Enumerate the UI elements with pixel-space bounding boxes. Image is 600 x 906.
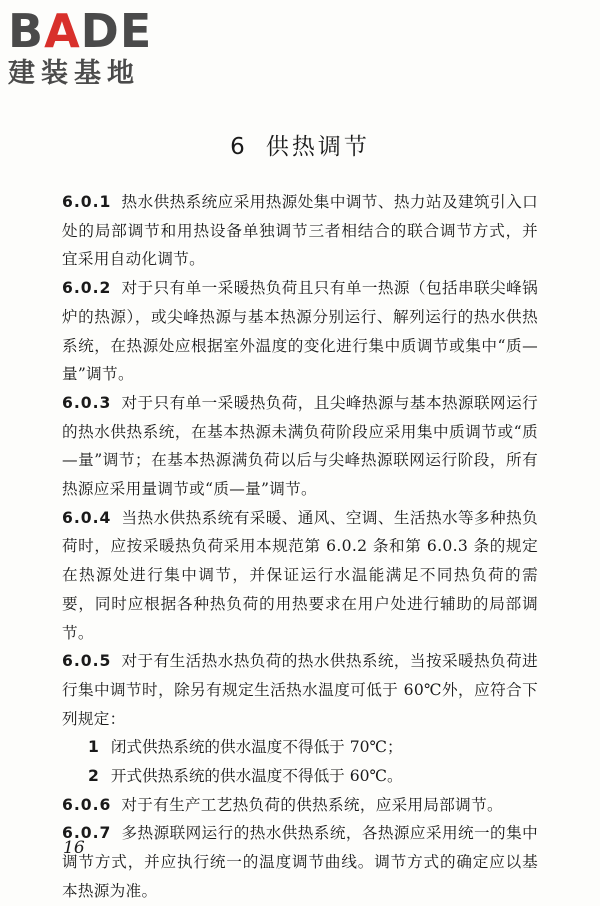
- item-number: 1: [88, 738, 99, 757]
- clause-text: 对于有生产工艺热负荷的供热系统，应采用局部调节。: [121, 795, 503, 814]
- clause-6-0-1: [62, 188, 538, 274]
- clause-6-0-3: [62, 389, 538, 504]
- clause-text: 对于有生活热水热负荷的热水供热系统，当按采暖热负荷进行集中调节时，除另有规定生活热水温度可低于 60℃外，应符合下列规定：: [62, 652, 538, 728]
- clause-text: 对于只有单一采暖热负荷，且尖峰热源与基本热源联网运行的热水供热系统，在基本热源未满负荷阶段应采用集中质调节或“质—量”调节；在基本热源满负荷以后与尖峰热源联网运行阶段，所有热源应采用量调节或“质—量”调节。: [62, 393, 538, 499]
- item-text: 闭式供热系统的供水温度不得低于 70℃；: [110, 738, 403, 757]
- chapter-heading: [0, 128, 600, 161]
- clause-number: 6.0.2: [62, 279, 112, 298]
- clause-number: 6.0.7: [62, 824, 112, 843]
- clause-text: 对于只有单一采暖热负荷且只有单一热源（包括串联尖峰锅炉的热源），或尖峰热源与基本热源分别运行、解列运行的热水供热系统，在热源处应根据室外温度的变化进行集中质调节或集中“质—量”调节。: [62, 279, 538, 384]
- chapter-title: 供热调节: [265, 134, 370, 160]
- clause-6-0-2: [62, 274, 538, 389]
- clause-text: 当热水供热系统有采暖、通风、空调、生活热水等多种热负荷时，应按采暖热负荷采用本规范第 6.0.2 条和第 6.0.3 条的规定在热源处进行集中调节，并保证运行水温能满足不同热负荷的需要，同时应根据各种热负荷的用热要求在用户处进行辅助的局部调节。: [62, 508, 538, 642]
- clause-6-0-4: [62, 504, 538, 648]
- item-text: 开式供热系统的供水温度不得低于 60℃。: [110, 767, 403, 786]
- clause-number: 6.0.5: [62, 652, 112, 671]
- clause-number: 6.0.4: [62, 508, 112, 527]
- clause-6-0-7: [62, 819, 538, 905]
- clause-number: 6.0.1: [62, 193, 112, 211]
- page-number: 16: [63, 838, 85, 858]
- clause-6-0-5: [62, 647, 538, 733]
- chapter-number: 6: [230, 134, 248, 160]
- clause-number: 6.0.6: [62, 795, 112, 814]
- clause-text: 热水供热系统应采用热源处集中调节、热力站及建筑引入口处的局部调节和用热设备单独调节三者相结合的联合调节方式，并宜采用自动化调节。: [62, 193, 538, 269]
- clause-number: 6.0.3: [62, 393, 112, 412]
- clause-text: 多热源联网运行的热水供热系统，各热源应采用统一的集中调节方式，并应执行统一的温度调节曲线。调节方式的确定应以基本热源为准。: [62, 824, 538, 900]
- list-item: [62, 762, 538, 791]
- document-body: [62, 188, 538, 906]
- item-number: 2: [88, 767, 99, 786]
- logo-subtitle: 建装基地: [8, 58, 140, 89]
- logo-brand: BADE: [8, 4, 153, 58]
- list-item: [62, 733, 538, 762]
- bade-logo: [8, 6, 178, 90]
- clause-6-0-6: [62, 791, 538, 820]
